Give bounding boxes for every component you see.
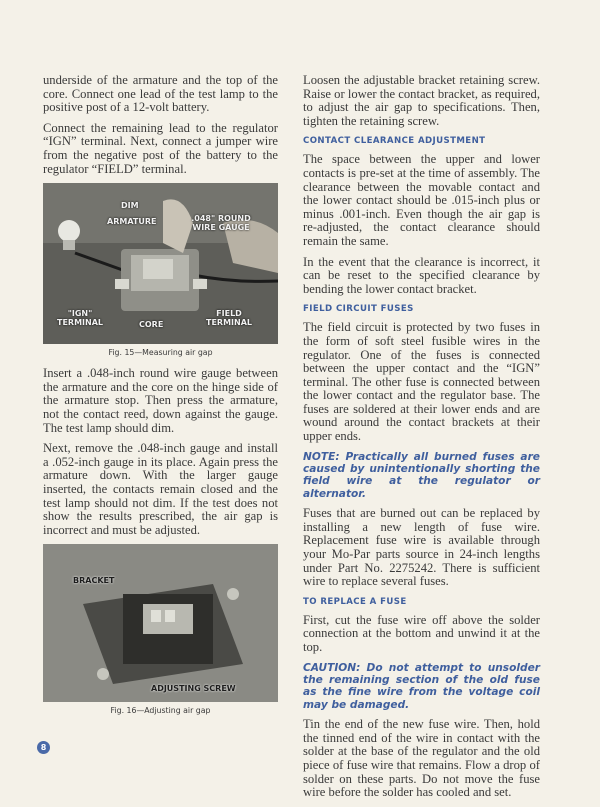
note-text: NOTE: Practically all burned fuses are caused by unintentionally shorting the field wire at the regulator or alternator.: [303, 450, 540, 500]
figure-caption: Fig. 15—Measuring air gap: [108, 348, 213, 358]
caution-text: CAUTION: Do not attempt to unsolder the remaining section of the old fuse as the fine wire from the voltage coil may be damaged.: [303, 661, 540, 711]
paragraph: Next, remove the .048-inch gauge and install a .052-inch gauge in its place. Again press the armature down. With the larger gauge inserted, the contacts remain closed and the test lamp should not dim. If the test does not show the results prescribed, the air gap is incorrect and must be adjusted.: [43, 441, 278, 537]
label-adjusting-screw: ADJUSTING SCREW: [151, 684, 236, 694]
section-heading: TO REPLACE A FUSE: [303, 596, 407, 607]
paragraph: The space between the upper and lower contacts is pre-set at the time of assembly. The clearance between the movable contact and the lower contact should be .015-inch plus or minus .001-inch. Even though the air gap is re-adjusted, the contact clearance should remain the same.: [303, 152, 540, 248]
left-column: [43, 74, 278, 725]
figure-caption: Fig. 16—Adjusting air gap: [110, 706, 211, 716]
right-column: [303, 74, 540, 807]
paragraph: First, cut the fuse wire off above the solder connection at the bottom and unwind it at the top.: [303, 612, 540, 655]
paragraph: Insert a .048-inch round wire gauge between the armature and the core on the hinge side of the armature stop. Then press the armature, not the contact reed, down against the gauge. The test lamp should dim.: [43, 366, 278, 435]
paragraph: Fuses that are burned out can be replaced by installing a new length of fuse wire. Replacement fuse wire is available through your Mo-Par parts source in 24-inch lengths under Part No. 2275242. There is sufficient wire to replace several fuses.: [303, 506, 540, 589]
page-number: 8: [37, 741, 50, 754]
paragraph: Loosen the adjustable bracket retaining screw. Raise or lower the contact bracket, as required, to adjust the air gap to specifications. Then, tighten the retaining screw.: [303, 73, 540, 128]
figure-16-photo: [43, 544, 278, 702]
figure-15-photo: [43, 183, 278, 344]
regulator-photo-illustration: [43, 544, 278, 702]
label-core: CORE: [139, 320, 164, 330]
paragraph: Connect the remaining lead to the regulator “IGN” terminal. Next, connect a jumper wire from the negative post of the battery to the regulator “FIELD” terminal.: [43, 120, 278, 176]
paragraph: In the event that the clearance is incorrect, it can be reset to the specified clearance by bending the lower contact bracket.: [303, 254, 540, 296]
label-armature: ARMATURE: [107, 217, 157, 227]
label-bracket: BRACKET: [73, 576, 115, 586]
label-ign-terminal: "IGN" TERMINAL: [57, 309, 104, 328]
paragraph: The field circuit is protected by two fuses in the form of soft steel fusible wires in the regulator. One of the fuses is connected between the upper contact and the “IGN” terminal. The other fuse is connected between the lower contact and the regulator base. The fuses are soldered at their lower ends and are wound around the contact brackets at their upper ends.: [303, 320, 540, 444]
paragraph: underside of the armature and the top of the core. Connect one lead of the test lamp to the positive post of a 12-volt battery.: [43, 73, 278, 115]
label-field-terminal: FIELD TERMINAL: [205, 309, 252, 328]
label-wire-gauge: .048" ROUND WIRE GAUGE: [191, 214, 251, 233]
paragraph: Tin the end of the new fuse wire. Then, hold the tinned end of the wire in contact with the solder at the base of the regulator and the old piece of fuse wire that remains. Flow a drop of solder on these parts. Do not move the fuse wire before the solder has cooled and set.: [303, 717, 540, 800]
label-dim: DIM: [121, 201, 139, 211]
section-heading: FIELD CIRCUIT FUSES: [303, 304, 414, 315]
section-heading: CONTACT CLEARANCE ADJUSTMENT: [303, 136, 486, 147]
